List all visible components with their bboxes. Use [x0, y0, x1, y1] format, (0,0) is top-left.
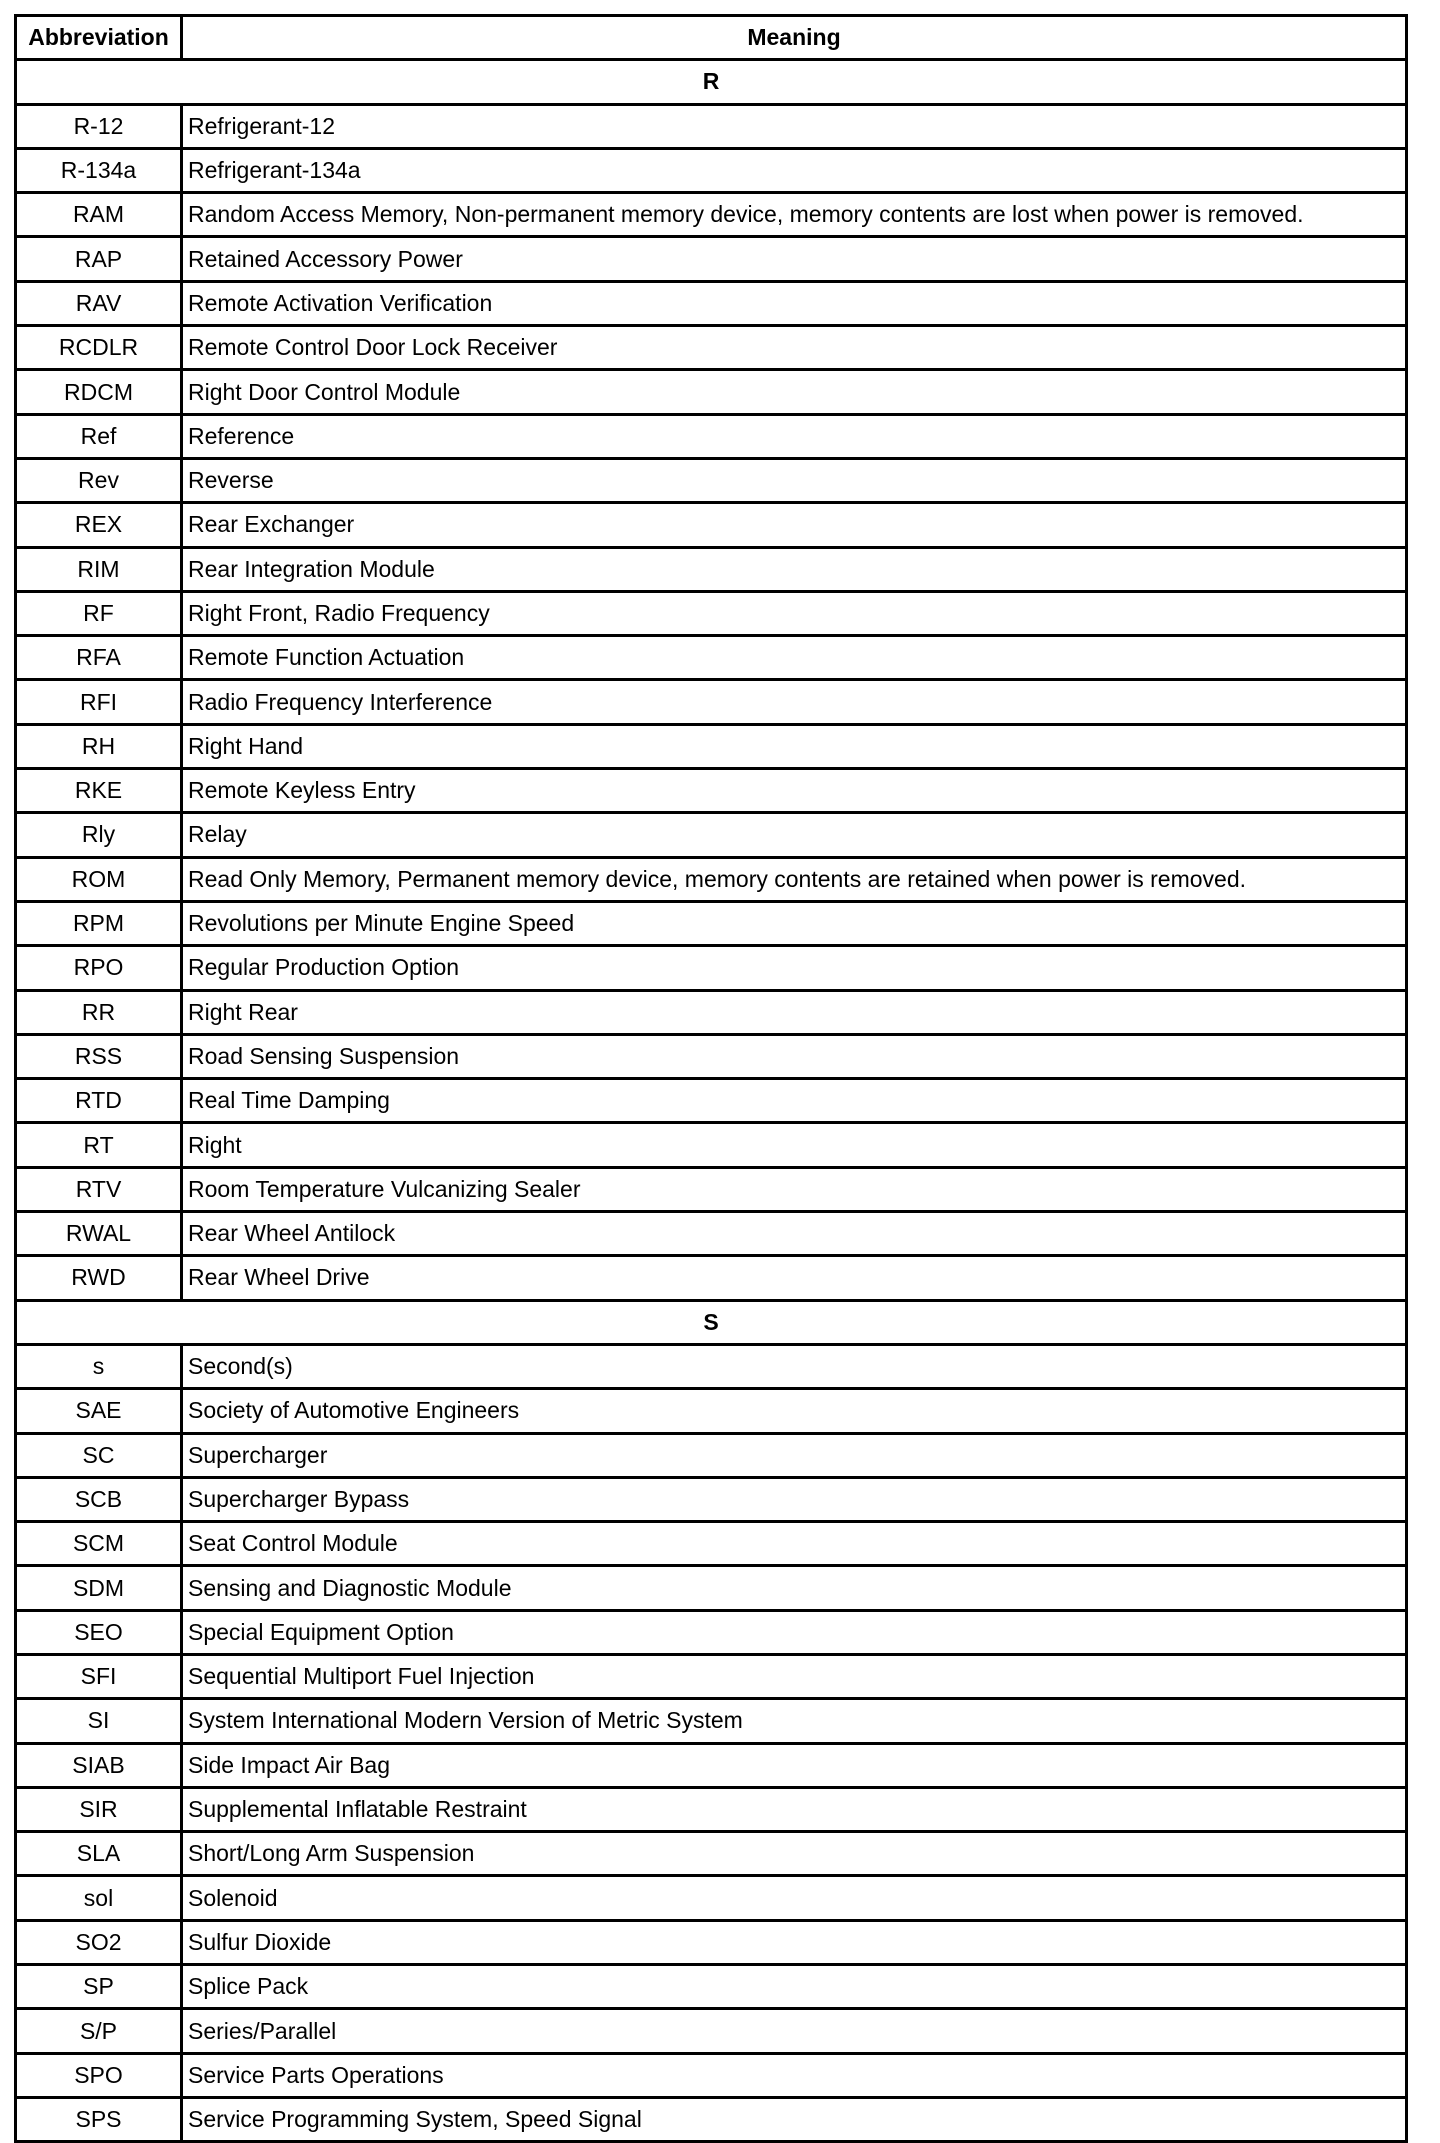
table-row: [16, 1876, 1407, 1920]
meaning-cell: Rear Integration Module: [182, 547, 1407, 591]
meaning-cell: Sequential Multiport Fuel Injection: [182, 1654, 1407, 1698]
table-row: [16, 1522, 1407, 1566]
abbreviation-cell: Rev: [16, 458, 182, 502]
abbreviation-cell: SIAB: [16, 1743, 182, 1787]
abbreviation-cell: SC: [16, 1433, 182, 1477]
meaning-cell: Reference: [182, 414, 1407, 458]
abbreviation-cell: Rly: [16, 813, 182, 857]
abbreviation-cell: RT: [16, 1123, 182, 1167]
table-row: [16, 1920, 1407, 1964]
abbreviation-cell: SFI: [16, 1654, 182, 1698]
table-row: [16, 1256, 1407, 1300]
meaning-cell: Special Equipment Option: [182, 1610, 1407, 1654]
table-row: [16, 1433, 1407, 1477]
section-header-row: [16, 60, 1407, 104]
table-row: [16, 2097, 1407, 2141]
table-row: [16, 414, 1407, 458]
table-row: [16, 2053, 1407, 2097]
meaning-cell: Rear Exchanger: [182, 503, 1407, 547]
table-row: [16, 1034, 1407, 1078]
abbreviation-cell: RF: [16, 591, 182, 635]
abbreviation-cell: SPO: [16, 2053, 182, 2097]
table-row: [16, 591, 1407, 635]
table-row: [16, 1566, 1407, 1610]
table-row: [16, 237, 1407, 281]
table-row: [16, 901, 1407, 945]
table-row: [16, 458, 1407, 502]
abbreviation-cell: RTV: [16, 1167, 182, 1211]
table-row: [16, 1654, 1407, 1698]
table-row: [16, 946, 1407, 990]
abbreviation-cell: SP: [16, 1965, 182, 2009]
meaning-cell: Rear Wheel Antilock: [182, 1212, 1407, 1256]
abbreviation-cell: SDM: [16, 1566, 182, 1610]
meaning-cell: Short/Long Arm Suspension: [182, 1832, 1407, 1876]
table-row: [16, 1743, 1407, 1787]
table-row: [16, 769, 1407, 813]
table-row: [16, 680, 1407, 724]
abbreviation-cell: RPO: [16, 946, 182, 990]
abbreviation-cell: RIM: [16, 547, 182, 591]
header-row: [16, 16, 1407, 60]
abbreviation-cell: R-12: [16, 104, 182, 148]
table-row: [16, 1344, 1407, 1388]
table-row: [16, 1477, 1407, 1521]
table-row: [16, 813, 1407, 857]
table-row: [16, 148, 1407, 192]
meaning-cell: Remote Function Actuation: [182, 636, 1407, 680]
meaning-cell: Sulfur Dioxide: [182, 1920, 1407, 1964]
table-row: [16, 1787, 1407, 1831]
abbreviation-table: [14, 14, 1408, 2143]
table-row: [16, 326, 1407, 370]
abbreviation-cell: R-134a: [16, 148, 182, 192]
meaning-cell: Series/Parallel: [182, 2009, 1407, 2053]
meaning-cell: Remote Activation Verification: [182, 281, 1407, 325]
abbreviation-cell: REX: [16, 503, 182, 547]
abbreviation-cell: RWD: [16, 1256, 182, 1300]
meaning-cell: Side Impact Air Bag: [182, 1743, 1407, 1787]
header-abbreviation: Abbreviation: [16, 16, 182, 60]
meaning-cell: Supplemental Inflatable Restraint: [182, 1787, 1407, 1831]
table-row: [16, 104, 1407, 148]
meaning-cell: Rear Wheel Drive: [182, 1256, 1407, 1300]
table-row: [16, 1167, 1407, 1211]
meaning-cell: Refrigerant-134a: [182, 148, 1407, 192]
section-letter: S: [16, 1300, 1407, 1344]
abbreviation-cell: SO2: [16, 1920, 182, 1964]
meaning-cell: Service Parts Operations: [182, 2053, 1407, 2097]
table-body: [16, 60, 1407, 2142]
table-row: [16, 636, 1407, 680]
table-row: [16, 370, 1407, 414]
meaning-cell: Sensing and Diagnostic Module: [182, 1566, 1407, 1610]
table-row: [16, 193, 1407, 237]
table-row: [16, 990, 1407, 1034]
table-row: [16, 503, 1407, 547]
table-row: [16, 1610, 1407, 1654]
abbreviation-cell: SEO: [16, 1610, 182, 1654]
meaning-cell: Right Door Control Module: [182, 370, 1407, 414]
abbreviation-cell: SCB: [16, 1477, 182, 1521]
abbreviation-cell: ROM: [16, 857, 182, 901]
meaning-cell: Right Rear: [182, 990, 1407, 1034]
meaning-cell: Remote Keyless Entry: [182, 769, 1407, 813]
meaning-cell: Solenoid: [182, 1876, 1407, 1920]
meaning-cell: Revolutions per Minute Engine Speed: [182, 901, 1407, 945]
table-row: [16, 724, 1407, 768]
table-row: [16, 1079, 1407, 1123]
table-row: [16, 1832, 1407, 1876]
abbreviation-cell: RSS: [16, 1034, 182, 1078]
abbreviation-cell: RTD: [16, 1079, 182, 1123]
table-row: [16, 2009, 1407, 2053]
meaning-cell: Regular Production Option: [182, 946, 1407, 990]
abbreviation-cell: RAP: [16, 237, 182, 281]
meaning-cell: Splice Pack: [182, 1965, 1407, 2009]
meaning-cell: Seat Control Module: [182, 1522, 1407, 1566]
meaning-cell: Real Time Damping: [182, 1079, 1407, 1123]
abbreviation-cell: SI: [16, 1699, 182, 1743]
abbreviation-cell: SIR: [16, 1787, 182, 1831]
header-meaning: Meaning: [182, 16, 1407, 60]
meaning-cell: Road Sensing Suspension: [182, 1034, 1407, 1078]
abbreviation-cell: RAM: [16, 193, 182, 237]
table-row: [16, 1389, 1407, 1433]
meaning-cell: Right: [182, 1123, 1407, 1167]
abbreviation-cell: SAE: [16, 1389, 182, 1433]
table-row: [16, 1699, 1407, 1743]
table-row: [16, 1965, 1407, 2009]
meaning-cell: Random Access Memory, Non-permanent memory device, memory contents are lost when power is removed.: [182, 193, 1407, 237]
meaning-cell: Refrigerant-12: [182, 104, 1407, 148]
meaning-cell: Reverse: [182, 458, 1407, 502]
meaning-cell: Society of Automotive Engineers: [182, 1389, 1407, 1433]
meaning-cell: System International Modern Version of Metric System: [182, 1699, 1407, 1743]
section-letter: R: [16, 60, 1407, 104]
meaning-cell: Second(s): [182, 1344, 1407, 1388]
abbreviation-cell: SPS: [16, 2097, 182, 2141]
abbreviation-cell: RH: [16, 724, 182, 768]
abbreviation-cell: SCM: [16, 1522, 182, 1566]
abbreviation-cell: sol: [16, 1876, 182, 1920]
abbreviation-cell: RWAL: [16, 1212, 182, 1256]
meaning-cell: Room Temperature Vulcanizing Sealer: [182, 1167, 1407, 1211]
meaning-cell: Right Hand: [182, 724, 1407, 768]
meaning-cell: Service Programming System, Speed Signal: [182, 2097, 1407, 2141]
meaning-cell: Radio Frequency Interference: [182, 680, 1407, 724]
table-row: [16, 281, 1407, 325]
meaning-cell: Retained Accessory Power: [182, 237, 1407, 281]
meaning-cell: Supercharger: [182, 1433, 1407, 1477]
meaning-cell: Relay: [182, 813, 1407, 857]
abbreviation-cell: S/P: [16, 2009, 182, 2053]
table-row: [16, 857, 1407, 901]
table-row: [16, 1212, 1407, 1256]
abbreviation-cell: RPM: [16, 901, 182, 945]
table-row: [16, 547, 1407, 591]
meaning-cell: Read Only Memory, Permanent memory device, memory contents are retained when power is removed.: [182, 857, 1407, 901]
abbreviation-cell: RAV: [16, 281, 182, 325]
table-row: [16, 1123, 1407, 1167]
abbreviation-cell: SLA: [16, 1832, 182, 1876]
abbreviation-cell: s: [16, 1344, 182, 1388]
abbreviation-cell: RFA: [16, 636, 182, 680]
abbreviation-cell: RCDLR: [16, 326, 182, 370]
abbreviation-cell: RDCM: [16, 370, 182, 414]
abbreviation-cell: RFI: [16, 680, 182, 724]
abbreviation-cell: RKE: [16, 769, 182, 813]
meaning-cell: Right Front, Radio Frequency: [182, 591, 1407, 635]
meaning-cell: Remote Control Door Lock Receiver: [182, 326, 1407, 370]
abbreviation-cell: Ref: [16, 414, 182, 458]
meaning-cell: Supercharger Bypass: [182, 1477, 1407, 1521]
abbreviation-cell: RR: [16, 990, 182, 1034]
section-header-row: [16, 1300, 1407, 1344]
